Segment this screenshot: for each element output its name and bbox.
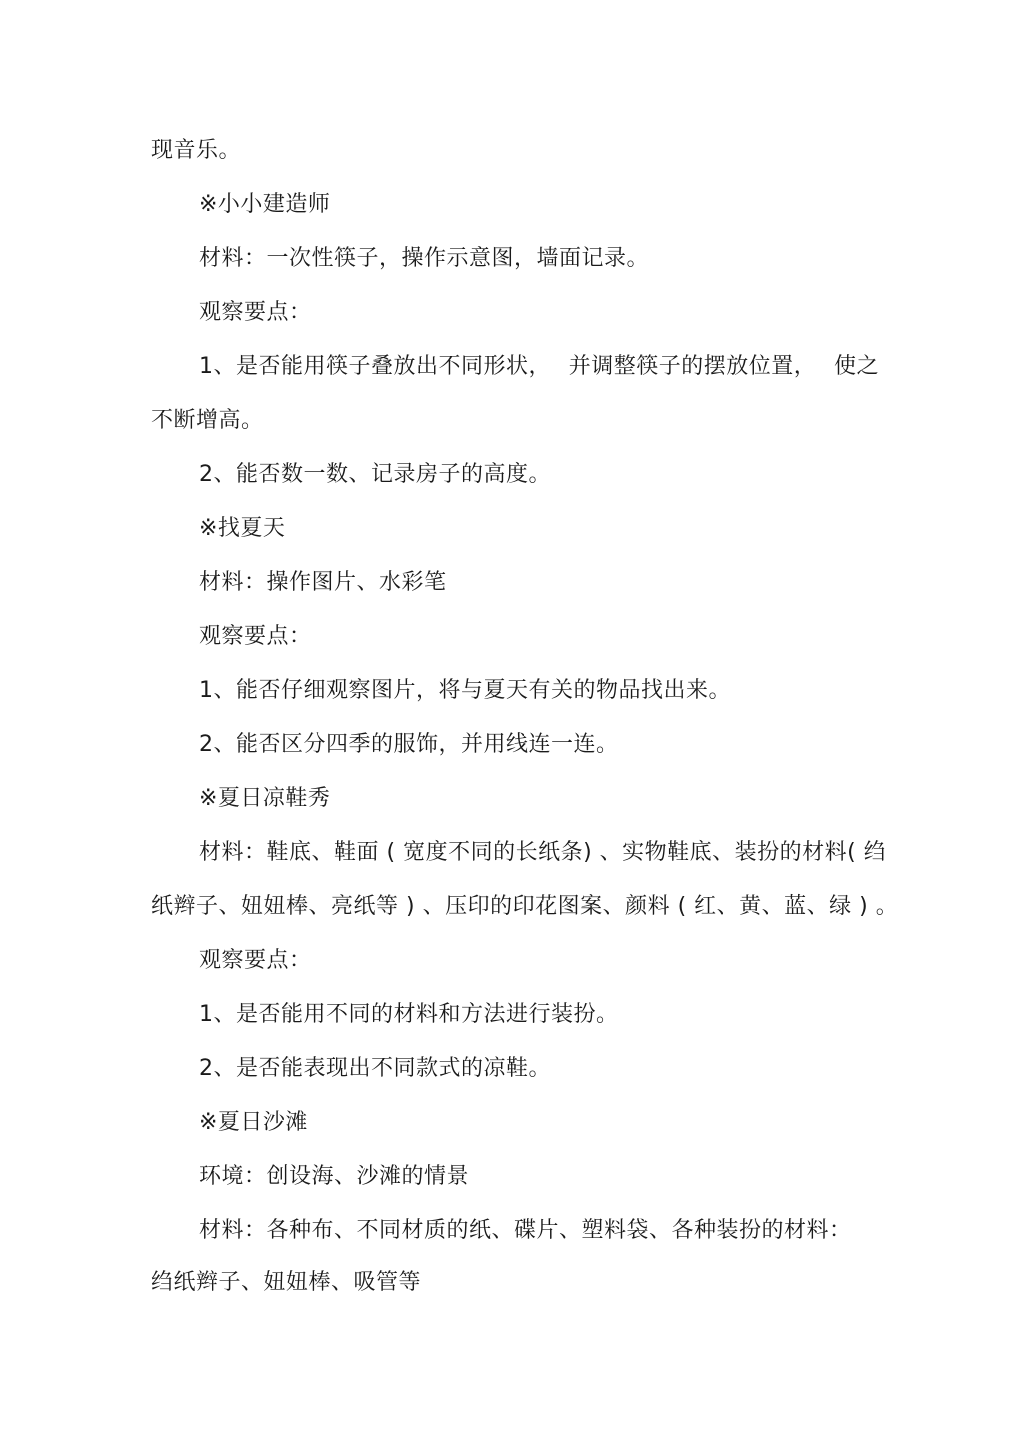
paragraph-line: 环境：创设海、沙滩的情景 bbox=[199, 1164, 470, 1189]
paragraph-line: 观察要点： bbox=[199, 624, 312, 649]
paragraph-line: 现音乐。 bbox=[151, 138, 242, 163]
text-segment: 颜料 ( 红、黄、蓝、绿 ) 。 bbox=[625, 894, 899, 919]
paragraph-line: 2、是否能表现出不同款式的凉鞋。 bbox=[199, 1056, 551, 1081]
section-heading: ※夏日沙滩 bbox=[199, 1110, 308, 1135]
paragraph-line: 2、能否区分四季的服饰，并用线连一连。 bbox=[199, 732, 619, 757]
paragraph-line: 材料：操作图片、水彩笔 bbox=[199, 570, 447, 595]
paragraph-line bbox=[151, 892, 899, 922]
section-heading: ※夏日凉鞋秀 bbox=[199, 786, 331, 811]
text-segment: 使之 bbox=[833, 354, 879, 379]
paragraph-line bbox=[199, 352, 879, 382]
text-segment: ( 绉 bbox=[847, 840, 887, 865]
section-heading: ※小小建造师 bbox=[199, 192, 331, 217]
paragraph-line: 观察要点： bbox=[199, 300, 312, 325]
text-segment: ) 、实物鞋底、装扮的材料 bbox=[583, 840, 848, 865]
paragraph-line bbox=[199, 838, 887, 868]
paragraph-line: 1、是否能用不同的材料和方法进行装扮。 bbox=[199, 1002, 619, 1027]
paragraph-line: 2、能否数一数、记录房子的高度。 bbox=[199, 462, 551, 487]
paragraph-line: 材料：各种布、不同材质的纸、碟片、塑料袋、各种装扮的材料： bbox=[199, 1218, 852, 1243]
section-heading: ※找夏天 bbox=[199, 516, 286, 541]
paragraph-line: 1、能否仔细观察图片，将与夏天有关的物品找出来。 bbox=[199, 678, 731, 703]
text-segment: 1、是否能用筷子叠放出不同形状， bbox=[199, 354, 551, 379]
text-segment: 材料：鞋底、鞋面 ( 宽度不同的长纸条 bbox=[199, 840, 584, 865]
paragraph-line: 不断增高。 bbox=[151, 408, 264, 433]
paragraph-line: 绉纸辫子、妞妞棒、吸管等 bbox=[151, 1270, 422, 1295]
text-segment: 并调整筷子的摆放位置， bbox=[568, 354, 817, 379]
text-segment: 纸辫子、妞妞棒、亮纸等 ) 、压印的印花图案、 bbox=[151, 894, 626, 919]
paragraph-line: 材料：一次性筷子，操作示意图，墙面记录。 bbox=[199, 246, 650, 271]
paragraph-line: 观察要点： bbox=[199, 948, 312, 973]
